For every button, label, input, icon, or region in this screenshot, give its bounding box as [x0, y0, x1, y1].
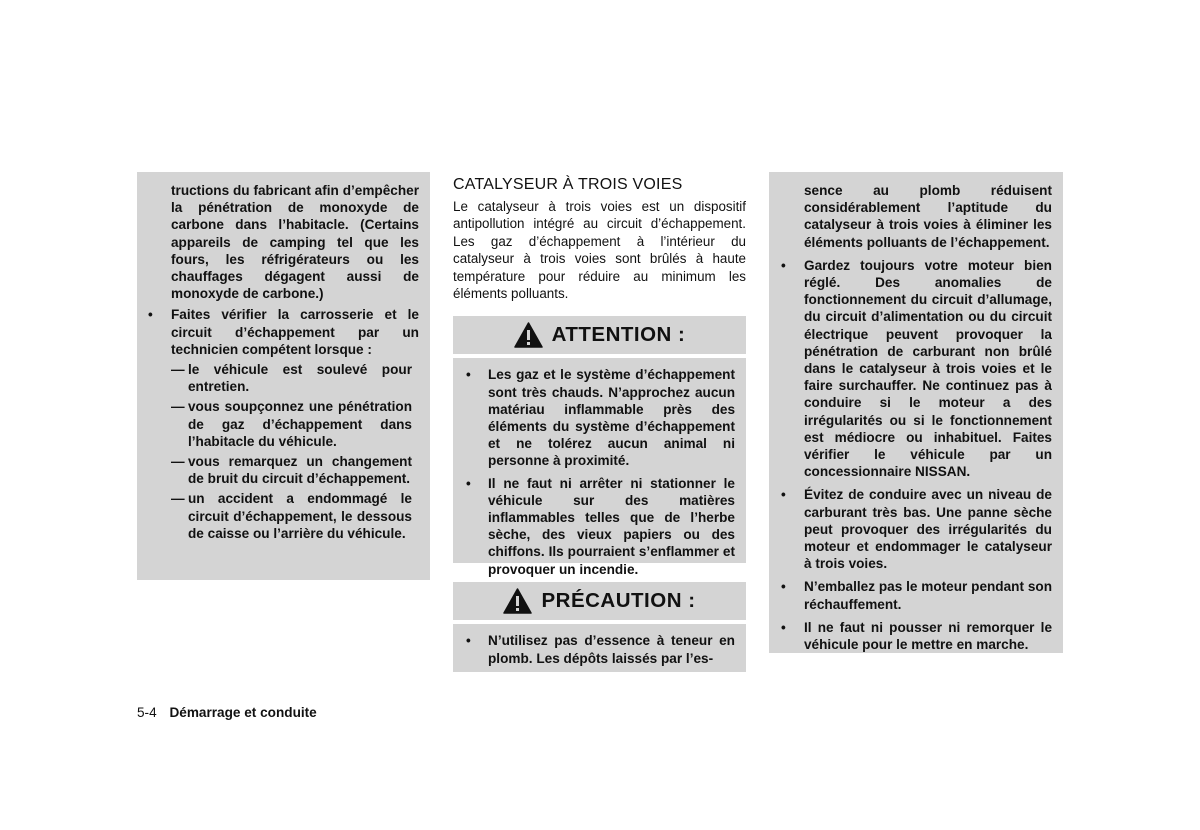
right-continuation-text: sence au plomb réduisent considérablement l’aptitude du catalyseur à trois voies à éliminer les éléments polluants de l’échappement.: [804, 183, 1052, 250]
bullet-marker: •: [781, 487, 786, 503]
warning-triangle-icon: [514, 322, 543, 348]
attention-item: [466, 366, 735, 469]
section-title: CATALYSEUR À TROIS VOIES: [453, 176, 683, 193]
precaution-heading-text: PRÉCAUTION :: [541, 589, 696, 613]
attention-item: [466, 475, 735, 578]
dash-item-text: vous remarquez un changement de bruit du circuit d’échappement.: [188, 454, 412, 487]
right-list-item-text: Il ne faut ni pousser ni remorquer le véhicule pour le mettre en marche.: [804, 619, 1052, 653]
dash-item: [171, 361, 412, 395]
precaution-item: [466, 632, 735, 666]
dash-item: [171, 490, 412, 542]
page-footer: [137, 705, 317, 720]
bullet-marker: •: [466, 633, 471, 649]
dash-item-text: vous soupçonnez une pénétration de gaz d’échappement dans l’habitacle du véhicule.: [188, 399, 412, 449]
right-continuation-box: [769, 172, 1063, 653]
bullet-marker: •: [466, 475, 471, 491]
dash-item: [171, 453, 412, 487]
attention-item-text: Il ne faut ni arrêter ni stationner le véhicule sur des matières inflammables telles que de l’herbe sèche, des vieux papiers ou des chiffons. Ils pourraient s’enflammer et provoquer un incendie.: [488, 475, 735, 577]
dash-marker: —: [171, 454, 185, 470]
right-list-item: [781, 619, 1052, 653]
inspection-bullet: [148, 306, 419, 358]
dash-item-text: un accident a endommagé le circuit d’échappement, le dessous de caisse ou l’arrière du véhicule.: [188, 491, 412, 541]
section-intro: Le catalyseur à trois voies est un dispositif antipollution intégré au circuit d’échappement. Les gaz d’échappement à l’intérieur du catalyseur à trois voies sont brûlés à haute température pour réduire au minimum les éléments polluants.: [453, 199, 746, 302]
bullet-marker: •: [148, 307, 153, 323]
precaution-item-text: N’utilisez pas d’essence à teneur en plomb. Les dépôts laissés par l’es-: [488, 633, 735, 666]
precaution-body: [453, 624, 746, 672]
attention-heading-text: ATTENTION :: [551, 323, 686, 347]
dash-item: [171, 398, 412, 450]
attention-item-text: Les gaz et le système d’échappement sont très chauds. N’approchez aucun matériau inflammable près des éléments du système d’échappement et ne tolérez aucun animal ni personne à proximité.: [488, 367, 735, 469]
page-number: 5-4: [137, 705, 157, 720]
bullet-marker: •: [466, 367, 471, 383]
dash-marker: —: [171, 362, 185, 378]
attention-body: [453, 358, 746, 577]
right-list-item-text: Gardez toujours votre moteur bien réglé. Des anomalies de fonctionnement du circuit d’allumage, du circuit d’alimentation ou du circuit électrique peuvent provoquer la pénétration de carburant non brûlé dans le catalyseur à trois voies et le faire surchauffer. Ne continuez pas à conduire si le moteur a des irrégularités ou si le fonctionnement est médiocre ou inhabituel. Faites vérifier le véhicule par un concessionnaire NISSAN.: [804, 257, 1052, 480]
right-list-item-text: Évitez de conduire avec un niveau de carburant très bas. Une panne sèche peut provoquer des irrégularités du moteur et endommager le catalyseur à trois voies.: [804, 487, 1052, 572]
left-continuation-text: tructions du fabricant afin d’empêcher la pénétration de monoxyde de carbone dans l’habitacle. (Certains appareils de camping tel que les fours, les réfrigérateurs ou les chauffages dégagent aussi de monoxyde de carbone.): [171, 183, 419, 302]
dash-marker: —: [171, 399, 185, 415]
chapter-title: Démarrage et conduite: [169, 705, 317, 720]
inspection-bullet-text: Faites vérifier la carrosserie et le circuit d’échappement par un technicien compétent lorsque :: [171, 307, 419, 357]
dash-marker: —: [171, 491, 185, 507]
bullet-marker: •: [781, 257, 786, 273]
dash-item-text: le véhicule est soulevé pour entretien.: [188, 362, 412, 395]
warning-triangle-icon: [503, 588, 532, 614]
right-list-item: [781, 578, 1052, 612]
right-list-item: [781, 486, 1052, 572]
attention-heading: [453, 316, 746, 354]
right-list-item: [781, 257, 1052, 481]
middle-column: [453, 172, 746, 672]
left-continuation-box: [137, 172, 430, 580]
dash-list: [171, 361, 419, 542]
bullet-marker: •: [781, 579, 786, 595]
right-list-item-text: N’emballez pas le moteur pendant son réchauffement.: [804, 579, 1052, 612]
precaution-heading: [453, 582, 746, 620]
bullet-marker: •: [781, 619, 786, 635]
